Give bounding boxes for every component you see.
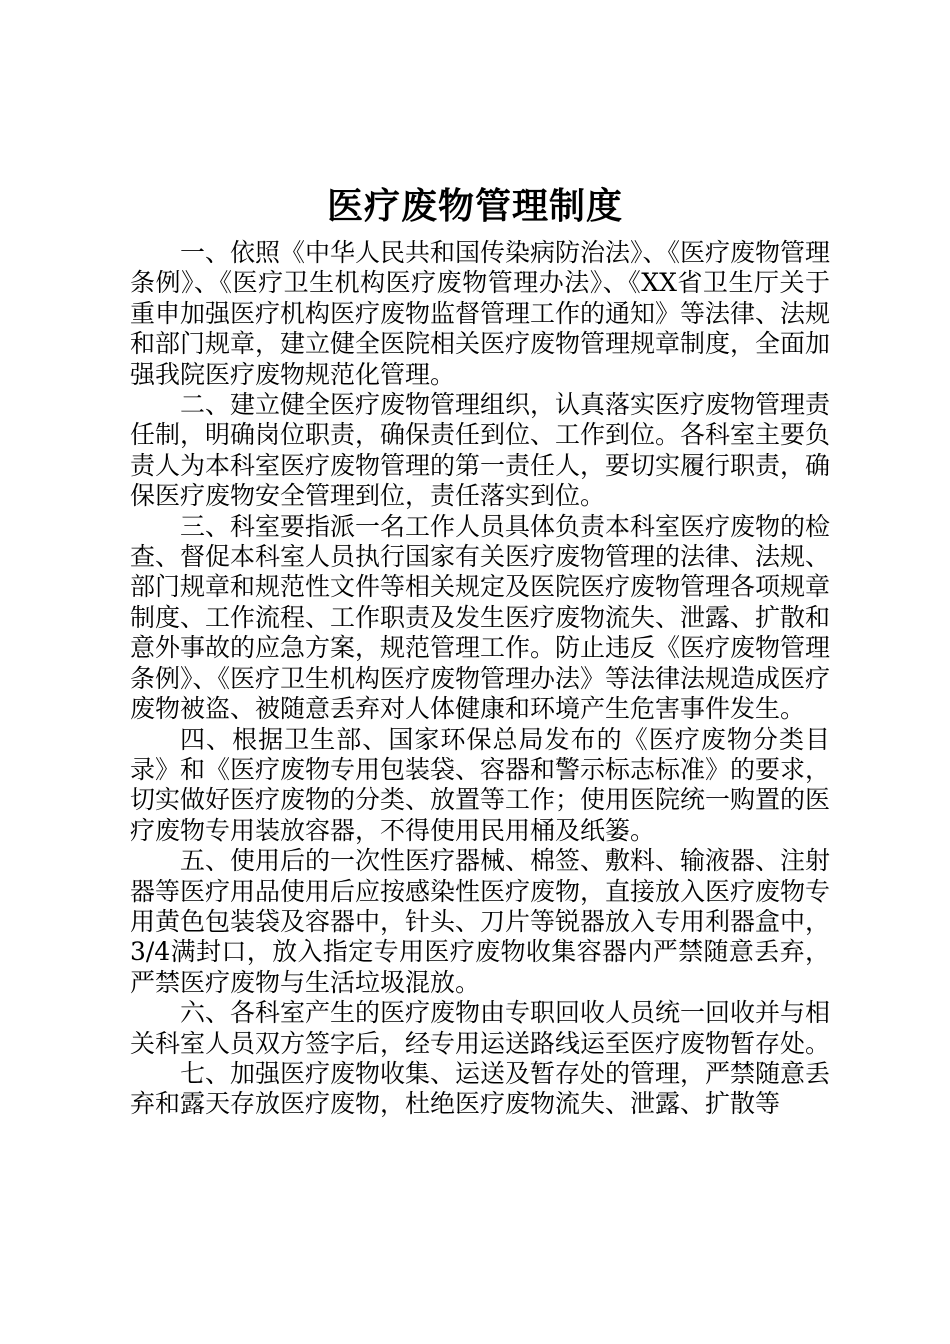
document-body [130, 238, 830, 1120]
document-title: 医疗废物管理制度 [326, 186, 623, 227]
paragraph-5: 五、使用后的一次性医疗器械、棉签、敷料、输液器、注射器等医疗用品使用后应按感染性医疗废物，直接放入医疗废物专用黄色包装袋及容器中，针头、刀片等锐器放入专用利器盒中，3/4满封口，放入指定专用医疗废物收集容器内严禁随意丢弃，严禁医疗废物与生活垃圾混放。 [130, 846, 831, 997]
paragraph-1: 一、依照《中华人民共和国传染病防治法》、《医疗废物管理条例》、《医疗卫生机构医疗废物管理办法》、《XX省卫生厅关于重申加强医疗机构医疗废物监督管理工作的通知》等法律、法规和部门规章，建立健全医院相关医疗废物管理规章制度，全面加强我院医疗废物规范化管理。 [130, 238, 831, 389]
paragraph-6: 六、各科室产生的医疗废物由专职回收人员统一回收并与相关科室人员双方签字后，经专用运送路线运至医疗废物暂存处。 [130, 998, 831, 1058]
paragraph-7: 七、加强医疗废物收集、运送及暂存处的管理，严禁随意丢弃和露天存放医疗废物，杜绝医疗废物流失、泄露、扩散等 [130, 1058, 831, 1119]
paragraph-2: 二、建立健全医疗废物管理组织，认真落实医疗废物管理责任制，明确岗位职责，确保责任到位、工作到位。各科室主要负责人为本科室医疗废物管理的第一责任人，要切实履行职责，确保医疗废物安全管理到位，责任落实到位。 [130, 390, 831, 511]
paragraph-3: 三、科室要指派一名工作人员具体负责本科室医疗废物的检查、督促本科室人员执行国家有关医疗废物管理的法律、法规、部门规章和规范性文件等相关规定及医院医疗废物管理各项规章制度、工作流程、工作职责及发生医疗废物流失、泄露、扩散和意外事故的应急方案，规范管理工作。防止违反《医疗废物管理条例》、《医疗卫生机构医疗废物管理办法》等法律法规造成医疗废物被盗、被随意丢弃对人体健康和环境产生危害事件发生。 [130, 511, 831, 724]
paragraph-4: 四、根据卫生部、国家环保总局发布的《医疗废物分类目录》和《医疗废物专用包装袋、容器和警示标志标准》的要求，切实做好医疗废物的分类、放置等工作；使用医院统一购置的医疗废物专用装放容器，不得使用民用桶及纸篓。 [130, 724, 831, 845]
